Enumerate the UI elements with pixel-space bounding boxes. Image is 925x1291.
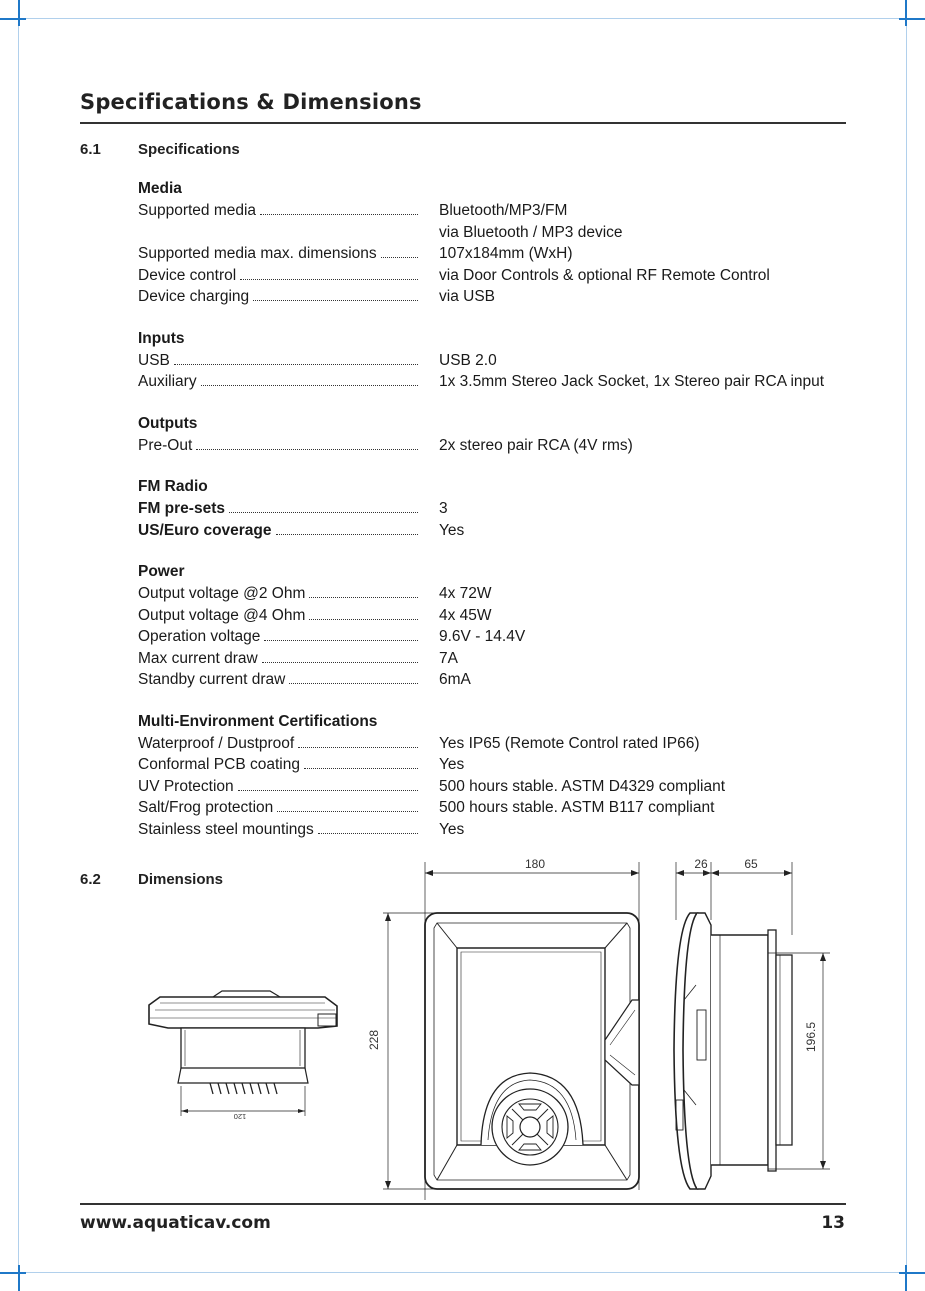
spec-value: 3: [439, 500, 448, 517]
spec-value: Yes: [439, 820, 465, 838]
page-number: 13: [821, 1213, 845, 1233]
group-heading: FM Radio: [138, 478, 208, 495]
spec-value: 9.6V - 14.4V: [439, 628, 526, 645]
front-view-drawing: [367, 857, 639, 1200]
spec-value: 107x184mm (WxH): [439, 245, 573, 262]
group-heading: Power: [138, 563, 185, 580]
page-title: Specifications & Dimensions: [80, 90, 422, 114]
spec-label-text: Auxiliary: [138, 373, 197, 390]
group-heading: Outputs: [138, 414, 198, 432]
spec-label-text: USB: [138, 351, 170, 369]
group-heading: Multi-Environment Certifications: [138, 712, 378, 730]
spec-value: 4x 72W: [439, 585, 492, 602]
footer-rule: [80, 1203, 846, 1205]
spec-label-text: Operation voltage: [138, 628, 261, 645]
group-heading: Media: [138, 180, 182, 197]
spec-value: Bluetooth/MP3/FM: [439, 202, 568, 219]
spec-value: 4x 45W: [439, 606, 492, 624]
group-heading: Inputs: [138, 329, 185, 347]
spec-label-text: Output voltage @4 Ohm: [138, 606, 306, 624]
spec-label-text: Device control: [138, 266, 237, 284]
spec-label-text: UV Protection: [138, 777, 234, 795]
side-height-dimension-label: 196.5: [804, 1021, 818, 1053]
spec-label-text: US/Euro coverage: [138, 521, 272, 539]
spec-value: via USB: [439, 288, 495, 305]
rear-depth-dimension-label: 65: [744, 857, 758, 871]
spec-label-text: Pre-Out: [138, 436, 193, 454]
spec-value: 500 hours stable. ASTM B117 compliant: [439, 799, 715, 816]
spec-value: via Door Controls & optional RF Remote Control: [439, 266, 770, 284]
spec-value: 1x 3.5mm Stereo Jack Socket, 1x Stereo pair RCA input: [439, 373, 825, 390]
spec-value: Yes: [439, 521, 465, 539]
section-title: Dimensions: [138, 871, 224, 888]
spec-value-continuation: via Bluetooth / MP3 device: [439, 223, 623, 241]
spec-label-text: Conformal PCB coating: [138, 756, 300, 773]
spec-value: Yes: [439, 756, 465, 773]
spec-label-text: Standby current draw: [138, 671, 286, 688]
spec-value: 2x stereo pair RCA (4V rms): [439, 436, 633, 454]
spec-label-text: Output voltage @2 Ohm: [138, 585, 306, 602]
section-title: Specifications: [138, 141, 240, 158]
footer-website: www.aquaticav.com: [80, 1213, 271, 1233]
spec-label-text: Supported media: [138, 202, 257, 219]
spec-value: Yes IP65 (Remote Control rated IP66): [439, 734, 700, 752]
spec-value: USB 2.0: [439, 351, 497, 369]
front-depth-dimension-label: 26: [694, 857, 708, 871]
spec-label-text: FM pre-sets: [138, 500, 225, 517]
spec-value: 500 hours stable. ASTM D4329 compliant: [439, 777, 726, 795]
spec-label-text: Waterproof / Dustproof: [138, 734, 295, 752]
width-dimension-label: 180: [524, 857, 546, 871]
height-dimension-label: 228: [367, 1029, 381, 1051]
top-view-drawing: [149, 991, 337, 1121]
top-width-dimension-label: 120: [233, 1112, 247, 1121]
spec-value: 7A: [439, 649, 458, 667]
spec-label-text: Salt/Frog protection: [138, 799, 274, 816]
spec-value: 6mA: [439, 671, 471, 688]
spec-label-text: Max current draw: [138, 649, 258, 667]
spec-label-text: Device charging: [138, 288, 250, 305]
spec-label-text: Stainless steel mountings: [138, 820, 314, 838]
section-number: 6.2: [80, 871, 101, 888]
spec-label-text: Supported media max. dimensions: [138, 245, 377, 262]
side-view-drawing: [674, 857, 830, 1189]
section-number: 6.1: [80, 141, 101, 158]
